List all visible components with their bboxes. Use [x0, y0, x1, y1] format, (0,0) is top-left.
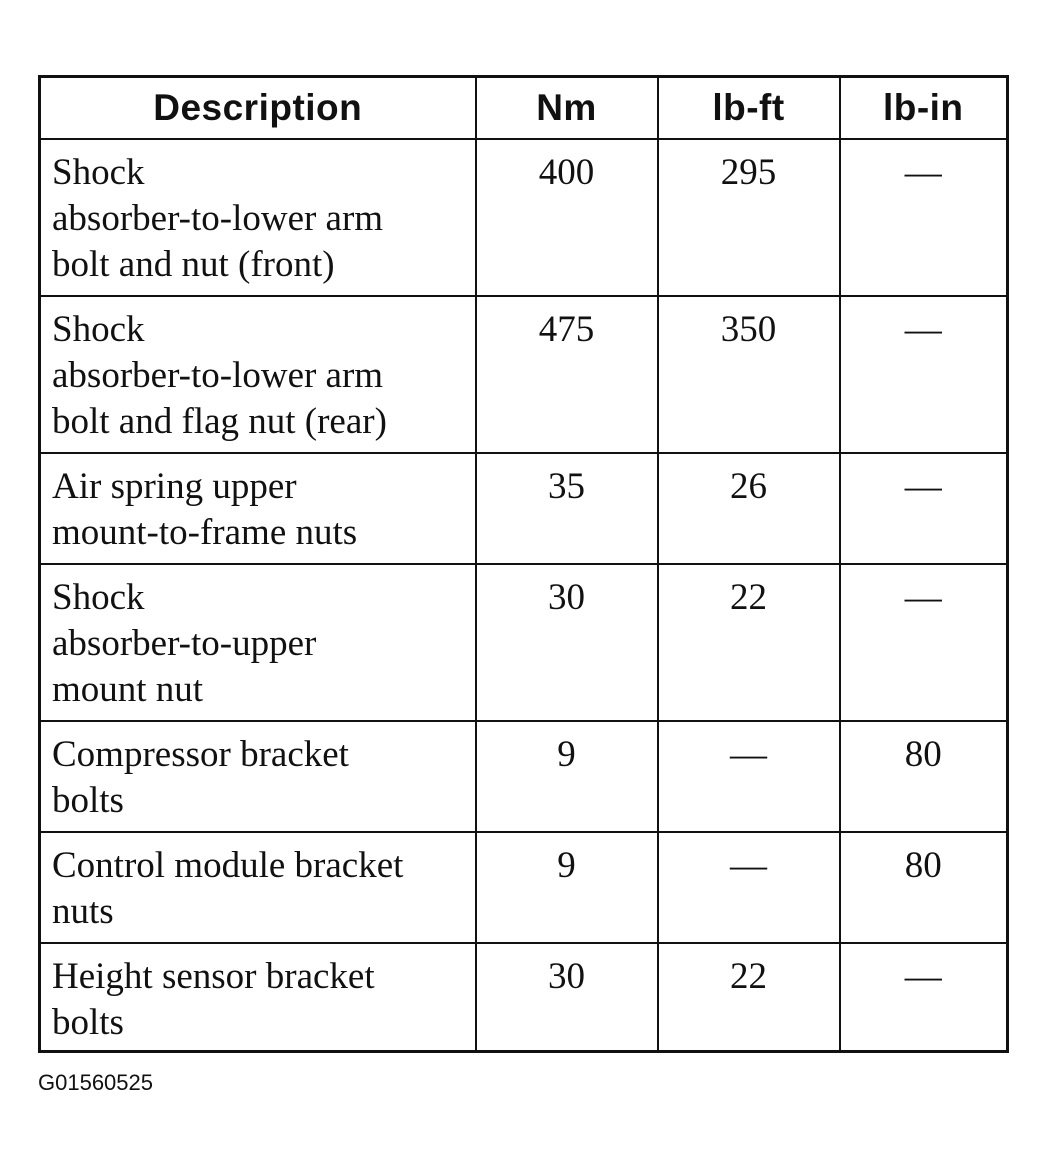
- description-line: Shock: [52, 152, 145, 193]
- cell-description: [40, 296, 476, 453]
- table-row: [40, 943, 1008, 1052]
- cell-lb-in: —: [840, 943, 1008, 1052]
- description-line: Compressor bracket: [52, 734, 349, 775]
- cell-nm: 30: [476, 564, 658, 721]
- header-nm: Nm: [476, 77, 658, 140]
- cell-lb-ft: 22: [658, 564, 840, 721]
- description-line: Shock: [52, 577, 145, 618]
- cell-lb-in: —: [840, 139, 1008, 296]
- header-lb-in: lb-in: [840, 77, 1008, 140]
- torque-spec-table: [38, 75, 1009, 1053]
- cell-lb-ft: 22: [658, 943, 840, 1052]
- cell-lb-ft: 350: [658, 296, 840, 453]
- cell-lb-in: —: [840, 453, 1008, 564]
- description-line: absorber-to-upper: [52, 623, 317, 664]
- cell-nm: 35: [476, 453, 658, 564]
- cell-lb-ft: —: [658, 832, 840, 943]
- cell-nm: 9: [476, 832, 658, 943]
- description-line: bolt and flag nut (rear): [52, 401, 387, 442]
- description-line: absorber-to-lower arm: [52, 355, 384, 396]
- cell-nm: 9: [476, 721, 658, 832]
- figure-id: G01560525: [38, 1070, 153, 1095]
- cell-nm: 475: [476, 296, 658, 453]
- table-row: [40, 564, 1008, 721]
- description-line: Height sensor bracket: [52, 956, 375, 997]
- table-row: [40, 721, 1008, 832]
- header-description: Description: [40, 77, 476, 140]
- cell-description: [40, 721, 476, 832]
- header-lb-ft: lb-ft: [658, 77, 840, 140]
- cell-description: [40, 139, 476, 296]
- description-line: absorber-to-lower arm: [52, 198, 384, 239]
- description-line: bolt and nut (front): [52, 244, 335, 285]
- cell-lb-in: —: [840, 296, 1008, 453]
- description-line: Air spring upper: [52, 466, 297, 507]
- table-body: [40, 139, 1008, 1052]
- cell-description: [40, 453, 476, 564]
- table-row: [40, 832, 1008, 943]
- description-line: Control module bracket: [52, 845, 404, 886]
- cell-description: [40, 564, 476, 721]
- description-line: bolts: [52, 1002, 124, 1043]
- cell-lb-in: 80: [840, 721, 1008, 832]
- table-row: [40, 296, 1008, 453]
- cell-lb-ft: 295: [658, 139, 840, 296]
- cell-lb-in: —: [840, 564, 1008, 721]
- cell-nm: 30: [476, 943, 658, 1052]
- cell-description: [40, 832, 476, 943]
- cell-lb-ft: —: [658, 721, 840, 832]
- description-line: mount-to-frame nuts: [52, 512, 358, 553]
- description-line: bolts: [52, 780, 124, 821]
- cell-nm: 400: [476, 139, 658, 296]
- cell-lb-ft: 26: [658, 453, 840, 564]
- table-header-row: [40, 77, 1008, 140]
- table-row: [40, 139, 1008, 296]
- description-line: mount nut: [52, 669, 204, 710]
- description-line: Shock: [52, 309, 145, 350]
- cell-description: [40, 943, 476, 1052]
- description-line: nuts: [52, 891, 114, 932]
- cell-lb-in: 80: [840, 832, 1008, 943]
- table-row: [40, 453, 1008, 564]
